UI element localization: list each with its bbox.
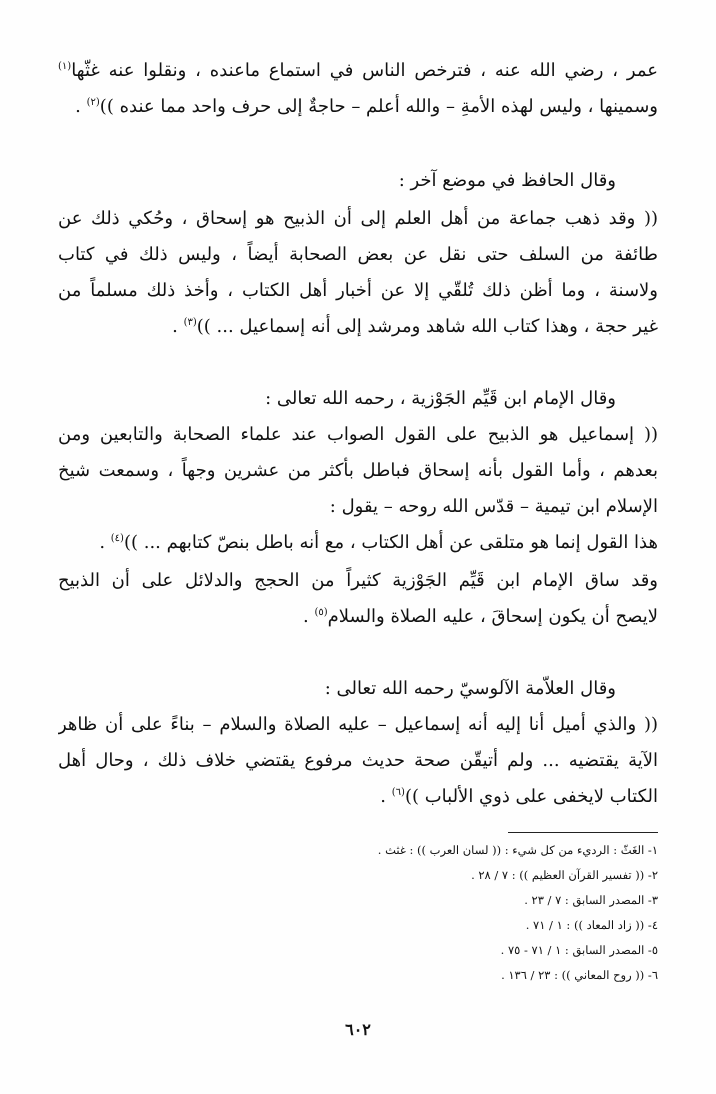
footnote-3: ٣- المصدر السابق : ٧ / ٢٣ . [524, 893, 658, 907]
text-line-7: غير حجة ، وهذا كتاب الله شاهد ومرشد إلى أنه إسماعيل ... ))$^{(٣)}$ . [172, 316, 658, 337]
footnote-divider [508, 832, 658, 833]
text-line-2: وسمينها ، وليس لهذه الأمةِ – والله أعلم – حاجةٌ إلى حرف واحد مما عنده ))$^{(٢)}$ . [75, 96, 658, 117]
footnote-4: ٤- (( زاد المعاد )) : ١ / ٧١ . [525, 918, 658, 932]
text-line-14: لايصح أن يكون إسحاقَ ، عليه الصلاة والسلام$^{(٥)}$ . [302, 606, 658, 627]
page-number: ٦٠٢ [345, 1020, 371, 1039]
text-line-4: (( وقد ذهب جماعة من أهل العلم إلى أن الذبيح هو إسحاق ، وحُكي ذلك عن [58, 208, 658, 229]
section-heading-ibn-qayyim: وقال الإمام ابن قَيِّم الجَوْزية ، رحمه الله تعالى : [265, 388, 616, 409]
text-line-10: بعدهم ، وأما القول بأنه إسحاق فباطل بأكثر من عشرين وجهاً ، وسمعت شيخ [58, 460, 658, 481]
section-heading-alusi: وقال العلاّمة الآلوسيّ رحمه الله تعالى : [324, 678, 616, 699]
text-line-18: الكتاب لايخفى على ذوي الألباب ))$^{(٦)}$ . [380, 786, 658, 807]
text-line-9: (( إسماعيل هو الذبيح على القول الصواب عند علماء الصحابة والتابعين ومن [58, 424, 658, 445]
text-line-16: (( والذي أميل أنا إليه أنه إسماعيل – عليه الصلاة والسلام – بناءً على أن ظاهر [58, 714, 658, 735]
footnote-1: ١- الغَثّ : الرديء من كل شيء : (( لسان العرب )) : غثث . [377, 843, 658, 857]
footnote-2: ٢- (( تفسير القرآن العظيم )) : ٧ / ٢٨ . [471, 868, 658, 882]
text-line-17: الآية يقتضيه ... ولم أتيقّن صحة حديث مرفوع يقتضي خلاف ذلك ، وحال أهل [58, 750, 658, 771]
footnote-5: ٥- المصدر السابق : ١ / ٧١ - ٧٥ . [500, 943, 658, 957]
text-line-5: طائفة من السلف حتى نقل عن بعض الصحابة أيضاً ، وليس ذلك في كتاب [58, 244, 658, 265]
text-line-12: هذا القول إنما هو متلقى عن أهل الكتاب ، مع أنه باطل بنصّ كتابهم ... ))$^{(٤)}$ . [99, 532, 658, 553]
text-line-11: الإسلام ابن تيمية – قدّس الله روحه – يقول : [329, 496, 658, 517]
section-heading-hafiz: وقال الحافظ في موضع آخر : [398, 170, 616, 191]
footnote-6: ٦- (( روح المعاني )) : ٢٣ / ١٣٦ . [501, 968, 658, 982]
text-line-6: ولاسنة ، وما أظن ذلك تُلقّي إلا عن أخبار أهل الكتاب ، وأخذ ذلك مسلماً من [58, 280, 658, 301]
text-line-1: عمر ، رضي الله عنه ، فترخص الناس في استماع ماعنده ، ونقلوا عنه غثّها$^{(١)}$ [58, 60, 658, 81]
text-line-13: وقد ساق الإمام ابن قَيِّم الجَوْزية كثيراً من الحجج والدلائل على أن الذبيح [58, 570, 658, 591]
